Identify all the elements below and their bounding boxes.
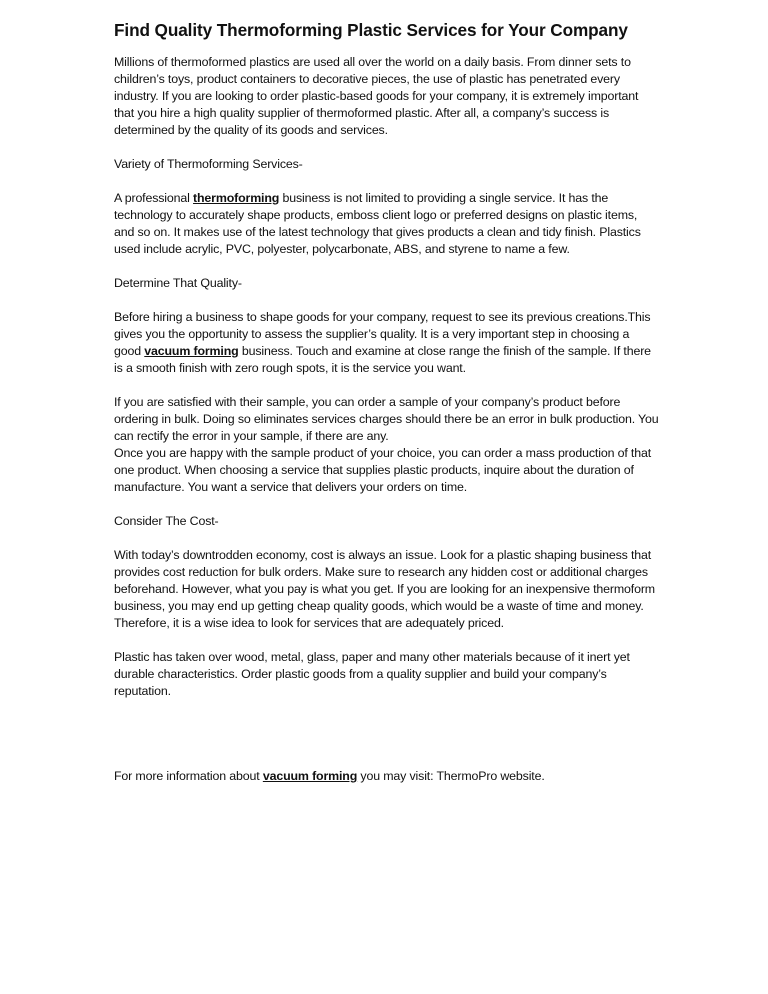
footer-text-before: For more information about bbox=[114, 769, 263, 783]
thermoforming-link[interactable]: thermoforming bbox=[193, 191, 280, 205]
vacuum-forming-link[interactable]: vacuum forming bbox=[144, 344, 239, 358]
variety-text-before: A professional bbox=[114, 191, 194, 205]
footer-vacuum-forming-link[interactable]: vacuum forming bbox=[262, 769, 358, 783]
page-title: Find Quality Thermoforming Plastic Services for Your Company bbox=[114, 20, 628, 40]
variety-text-after: business is not limited to providing a single service. It has the technology to accurately shape products, emboss client logo or preferred designs on plastic items, and so on. It makes use of the latest technology that gives products a clean and tidy finish. Plastics used include acrylic, PVC, polyester, polycarbonate, ABS, and styrene to name a few. bbox=[114, 191, 641, 256]
document-body bbox=[114, 18, 659, 785]
quality-text-before: Before hiring a business to shape goods for your company, request to see its previous creations.This gives you the opportunity to assess the supplier’s quality. It is a very important step in choosing a good bbox=[114, 310, 651, 358]
cost-paragraph: With today’s downtrodden economy, cost is always an issue. Look for a plastic shaping business that provides cost reduction for bulk orders. Make sure to research any hidden cost or additional charges beforehand. However, what you pay is what you get. If you are looking for an inexpensive thermoform business, you may end up getting cheap quality goods, which would be a waste of time and money. Therefore, it is a wise idea to look for services that are adequately priced. bbox=[114, 548, 655, 630]
section-heading-cost: Consider The Cost- bbox=[114, 514, 219, 528]
section-heading-variety: Variety of Thermoforming Services- bbox=[114, 157, 303, 171]
quality-text-after: business. Touch and examine at close range the finish of the sample. If there is a smooth finish with zero rough spots, it is the service you want. bbox=[114, 344, 651, 375]
quality-paragraph bbox=[114, 309, 659, 377]
section-heading-quality: Determine That Quality- bbox=[114, 276, 242, 290]
variety-paragraph bbox=[114, 190, 659, 258]
sample-paragraph: If you are satisfied with their sample, you can order a sample of your company’s product before ordering in bulk. Doing so eliminates services charges should there be an error in bulk production. You can rectify the error in your sample, if there are any. bbox=[114, 395, 659, 443]
closing-paragraph: Plastic has taken over wood, metal, glass, paper and many other materials because of it inert yet durable characteristics. Order plastic goods from a quality supplier and build your company’s reputation. bbox=[114, 650, 630, 698]
mass-production-paragraph: Once you are happy with the sample product of your choice, you can order a mass production of that one product. When choosing a service that supplies plastic products, inquire about the duration of manufacture. You want a service that delivers your orders on time. bbox=[114, 446, 651, 494]
intro-paragraph: Millions of thermoformed plastics are used all over the world on a daily basis. From dinner sets to children’s toys, product containers to decorative pieces, the use of plastic has penetrated every industry. If you are looking to order plastic-based goods for your company, it is extremely important that you hire a high quality supplier of thermoformed plastic. After all, a company’s success is determined by the quality of its goods and services. bbox=[114, 55, 639, 137]
footer-text-after: you may visit: ThermoPro website. bbox=[357, 769, 545, 783]
footer-paragraph bbox=[114, 768, 659, 785]
